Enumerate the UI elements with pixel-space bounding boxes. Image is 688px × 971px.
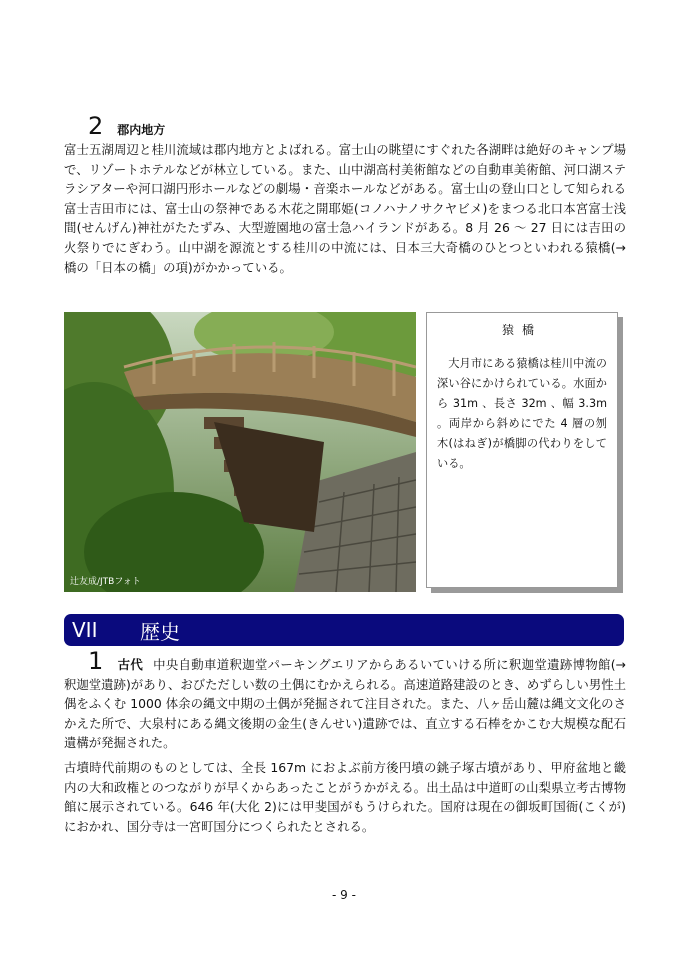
section-title: 古代 [117, 657, 144, 672]
paragraph-ancient-1 [64, 647, 626, 753]
paragraph-ancient-2: 古墳時代前期のものとしては、全長 167m におよぶ前方後円墳の銚子塚古墳があり、甲府盆地と畿内の大和政権とのつながりが早くからあったことがうかがえる。出土品は中道町の山梨県立考古博物館に展示されている。646 年(大化 2)には甲斐国がもうけられた。国府は現在の御坂町国衙(こくが)におかれ、国分寺は一宮町国分につくられたとされる。 [64, 760, 626, 834]
section-title: 郡内地方 [117, 123, 166, 137]
paragraph-text: 中央自動車道釈迦堂パーキングエリアからあるいていける所に釈迦堂遺跡博物館(→ 釈迦堂遺跡)があり、おびただしい数の土偶にむかえられる。高速道路建設のとき、めずらしい男性土偶をふくむ 1000 体余の縄文中期の土偶が発掘されて注目された。また、八ヶ岳山麓は縄文文化のさかえた所で、大泉村にある縄文後期の金生(きんせい)遺跡では、直立する石棒をかこむ大規模な配石遺構が発掘された。 [64, 657, 626, 751]
section-heading-gunnai [88, 112, 165, 140]
chapter-number: VII [72, 618, 98, 642]
page-number: - 9 - [332, 888, 356, 902]
chapter-heading-bar [64, 614, 624, 646]
saruhashi-photo [64, 312, 416, 592]
chapter-title: 歴史 [140, 619, 180, 644]
paragraph-gunnai: 富士五湖周辺と桂川流域は郡内地方とよばれる。富士山の眺望にすぐれた各湖畔は絶好のキャンプ場で、リゾートホテルなどが林立している。また、山中湖高村美術館などの自動車美術館、河口湖ステラシアターや河口湖円形ホールなどの劇場・音楽ホールなどがある。富士山の登山口として知られる富士吉田市には、富士山の祭神である木花之開耶姫(コノハナノサクヤビメ)をまつる北口本宮富士浅間(せんげん)神社がたたずみ、大型遊園地の富士急ハイランドがある。8 月 26 ～ 27 日には吉田の火祭りでにぎわう。山中湖を源流とする桂川の中流には、日本三大奇橋のひとつといわれる猿橋(→ 橋の「日本の橋」の項)がかかっている。 [64, 142, 626, 275]
caption-body: 大月市にある猿橋は桂川中流の深い谷にかけられている。水面から 31m 、長さ 32m 、幅 3.3m 。両岸から斜めにでた 4 層の刎木(はねぎ)が橋脚の代わりをしている。 [437, 357, 607, 470]
photo-credit: 辻友成/JTBフォト [70, 577, 141, 587]
section-number: 2 [88, 112, 104, 140]
photo-caption-box [426, 312, 618, 588]
section-number: 1 [88, 647, 104, 675]
caption-title: 猿橋 [501, 323, 542, 337]
bridge-illustration [64, 312, 416, 592]
